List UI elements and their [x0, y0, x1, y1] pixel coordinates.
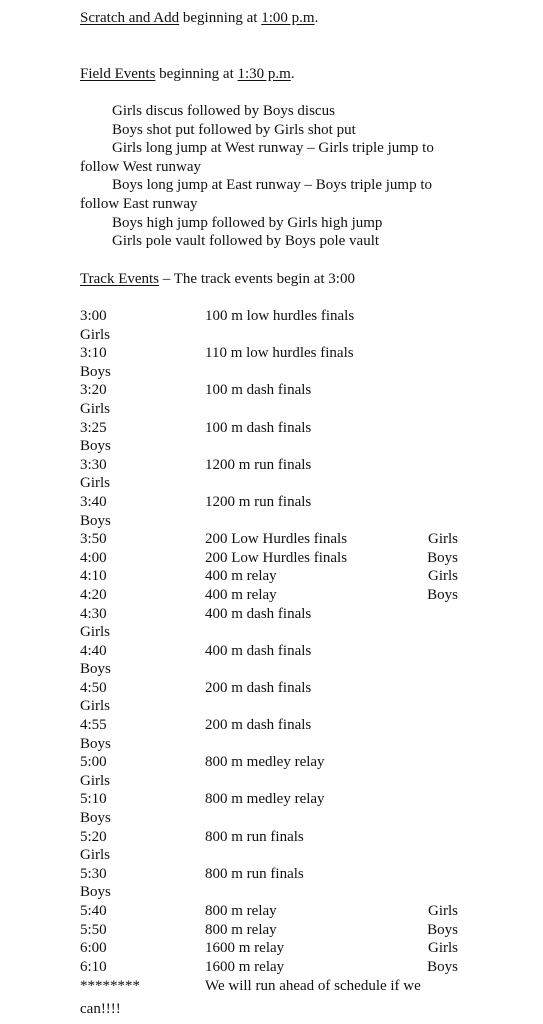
- schedule-time: 5:20: [80, 828, 107, 845]
- schedule-gender: Girls: [428, 531, 458, 548]
- schedule-gender: Girls: [80, 400, 110, 417]
- schedule-event: 100 m low hurdles finals: [205, 308, 355, 324]
- schedule-gender: Boys: [80, 661, 111, 678]
- schedule-gender-row: [80, 437, 520, 456]
- field-line: Girls pole vault followed by Boys pole vault: [112, 233, 380, 250]
- schedule-gender: Girls: [80, 698, 110, 715]
- field-title: Field Events: [80, 66, 156, 82]
- schedule-event: 200 Low Hurdles finals: [205, 531, 348, 548]
- schedule-gender-row: [80, 846, 520, 865]
- schedule-gender: Boys: [427, 586, 458, 603]
- schedule-event: 400 m relay: [205, 568, 277, 585]
- schedule-event: 800 m relay: [205, 903, 277, 919]
- schedule-time: 5:40: [80, 903, 107, 919]
- scratch-mid: beginning at: [179, 10, 262, 26]
- schedule-event: 800 m medley relay: [205, 754, 325, 771]
- schedule-gender-row: [80, 660, 520, 679]
- schedule-row: [80, 381, 520, 400]
- schedule-gender-row: [80, 697, 520, 716]
- schedule-gender-row: [80, 474, 520, 493]
- schedule-time: 3:20: [80, 382, 107, 399]
- field-heading: [80, 65, 295, 84]
- schedule-gender-row: [80, 400, 520, 419]
- schedule-gender: Boys: [80, 735, 111, 752]
- schedule-row: [80, 344, 520, 363]
- schedule-event: 1600 m relay: [205, 958, 285, 975]
- schedule-time: 3:40: [80, 493, 107, 510]
- schedule-time: 3:30: [80, 456, 107, 473]
- schedule-gender-row: [80, 363, 520, 382]
- schedule-row: [80, 939, 520, 958]
- schedule-gender: Girls: [80, 624, 110, 641]
- schedule-gender: Girls: [80, 475, 110, 492]
- schedule-time: 5:30: [80, 865, 107, 882]
- schedule-gender: Boys: [427, 549, 458, 566]
- schedule-time: 5:00: [80, 754, 107, 771]
- schedule-row: [80, 790, 520, 809]
- schedule-row: [80, 419, 520, 438]
- schedule-row: [80, 828, 520, 847]
- schedule-event: 110 m low hurdles finals: [205, 345, 354, 362]
- schedule-event: 800 m medley relay: [205, 791, 325, 808]
- schedule-gender: Boys: [80, 512, 111, 529]
- field-line-wrap: follow East runway: [80, 195, 198, 212]
- schedule-time: 3:10: [80, 345, 107, 362]
- field-line: Boys long jump at East runway – Boys triple jump to: [112, 177, 432, 194]
- schedule-event: 400 m dash finals: [205, 605, 312, 622]
- field-end: .: [290, 66, 295, 82]
- schedule-row: [80, 679, 520, 698]
- scratch-time: 1:00 p.m: [261, 10, 315, 26]
- schedule-time: 6:10: [80, 958, 107, 975]
- schedule-gender: Boys: [427, 958, 458, 975]
- field-line: Girls discus followed by Boys discus: [112, 103, 335, 119]
- field-line: Boys shot put followed by Girls shot put: [112, 121, 356, 138]
- schedule-row: [80, 865, 520, 884]
- schedule-gender: Girls: [428, 903, 458, 919]
- schedule-time: 4:50: [80, 679, 107, 696]
- track-rest: – The track events begin at 3:00: [159, 271, 355, 287]
- schedule-row: [80, 921, 520, 940]
- schedule-event: 100 m dash finals: [205, 382, 312, 399]
- schedule-row: [80, 642, 520, 661]
- footer-note: We will run ahead of schedule if we: [205, 978, 421, 994]
- scratch-title: Scratch and Add: [80, 10, 180, 26]
- schedule-gender: Boys: [80, 438, 111, 455]
- schedule-event: 1600 m relay: [205, 940, 285, 957]
- field-line: Girls long jump at West runway – Girls triple jump to: [112, 140, 434, 157]
- schedule-row: [80, 753, 520, 772]
- schedule-row: [80, 493, 520, 512]
- schedule-gender: Girls: [428, 940, 458, 957]
- scratch-heading: [80, 9, 318, 28]
- field-events-list: [80, 102, 520, 251]
- track-title: Track Events: [80, 271, 160, 287]
- schedule-event: 100 m dash finals: [205, 419, 312, 436]
- schedule-event: 800 m relay: [205, 921, 277, 938]
- track-heading: [80, 270, 355, 289]
- schedule-event: 800 m run finals: [205, 828, 304, 845]
- schedule-event: 800 m run finals: [205, 865, 304, 882]
- schedule-event: 1200 m run finals: [205, 456, 312, 473]
- schedule-time: 3:25: [80, 419, 107, 436]
- field-time: 1:30 p.m: [237, 66, 291, 82]
- schedule-gender: Boys: [427, 921, 458, 938]
- schedule-time: 4:40: [80, 642, 107, 659]
- schedule-time: 5:50: [80, 921, 107, 938]
- schedule-row: [80, 456, 520, 475]
- field-line-wrap: follow West runway: [80, 158, 201, 175]
- schedule-event: 400 m relay: [205, 586, 277, 603]
- schedule-row: [80, 605, 520, 624]
- field-line: Boys high jump followed by Girls high jump: [112, 214, 383, 231]
- schedule-time: 4:20: [80, 586, 107, 603]
- schedule-footer: [80, 977, 520, 1018]
- schedule-gender-row: [80, 735, 520, 754]
- schedule-gender: Girls: [80, 847, 110, 864]
- schedule-gender-row: [80, 512, 520, 531]
- schedule-time: 5:10: [80, 791, 107, 808]
- field-mid: beginning at: [155, 66, 238, 82]
- schedule-gender-row: [80, 772, 520, 791]
- footer-stars: ********: [80, 978, 140, 994]
- schedule-row: [80, 586, 520, 605]
- schedule-row: [80, 958, 520, 977]
- schedule-event: 200 m dash finals: [205, 717, 312, 734]
- schedule-time: 4:30: [80, 605, 107, 622]
- schedule-gender: Boys: [80, 884, 111, 901]
- schedule-row: [80, 530, 520, 549]
- schedule-gender-row: [80, 809, 520, 828]
- schedule-time: 4:00: [80, 549, 107, 566]
- schedule-gender: Girls: [80, 326, 110, 343]
- schedule-event: 1200 m run finals: [205, 493, 312, 510]
- schedule-event: 400 m dash finals: [205, 642, 312, 659]
- schedule-gender: Boys: [80, 363, 111, 380]
- schedule-row: [80, 902, 520, 921]
- track-schedule: [80, 307, 520, 976]
- schedule-row: [80, 549, 520, 568]
- scratch-end: .: [314, 10, 319, 26]
- schedule-event: 200 m dash finals: [205, 679, 312, 696]
- schedule-event: 200 Low Hurdles finals: [205, 549, 348, 566]
- schedule-gender-row: [80, 326, 520, 345]
- schedule-row: [80, 307, 520, 326]
- schedule-time: 6:00: [80, 940, 107, 957]
- schedule-gender-row: [80, 883, 520, 902]
- schedule-gender: Girls: [428, 568, 458, 585]
- footer-note-wrap: can!!!!: [80, 1000, 121, 1017]
- schedule-row: [80, 567, 520, 586]
- schedule-time: 4:55: [80, 717, 107, 734]
- schedule-gender-row: [80, 623, 520, 642]
- schedule-row: [80, 716, 520, 735]
- schedule-gender: Boys: [80, 810, 111, 827]
- schedule-time: 3:00: [80, 308, 107, 324]
- schedule-time: 4:10: [80, 568, 107, 585]
- schedule-gender: Girls: [80, 772, 110, 789]
- schedule-time: 3:50: [80, 531, 107, 548]
